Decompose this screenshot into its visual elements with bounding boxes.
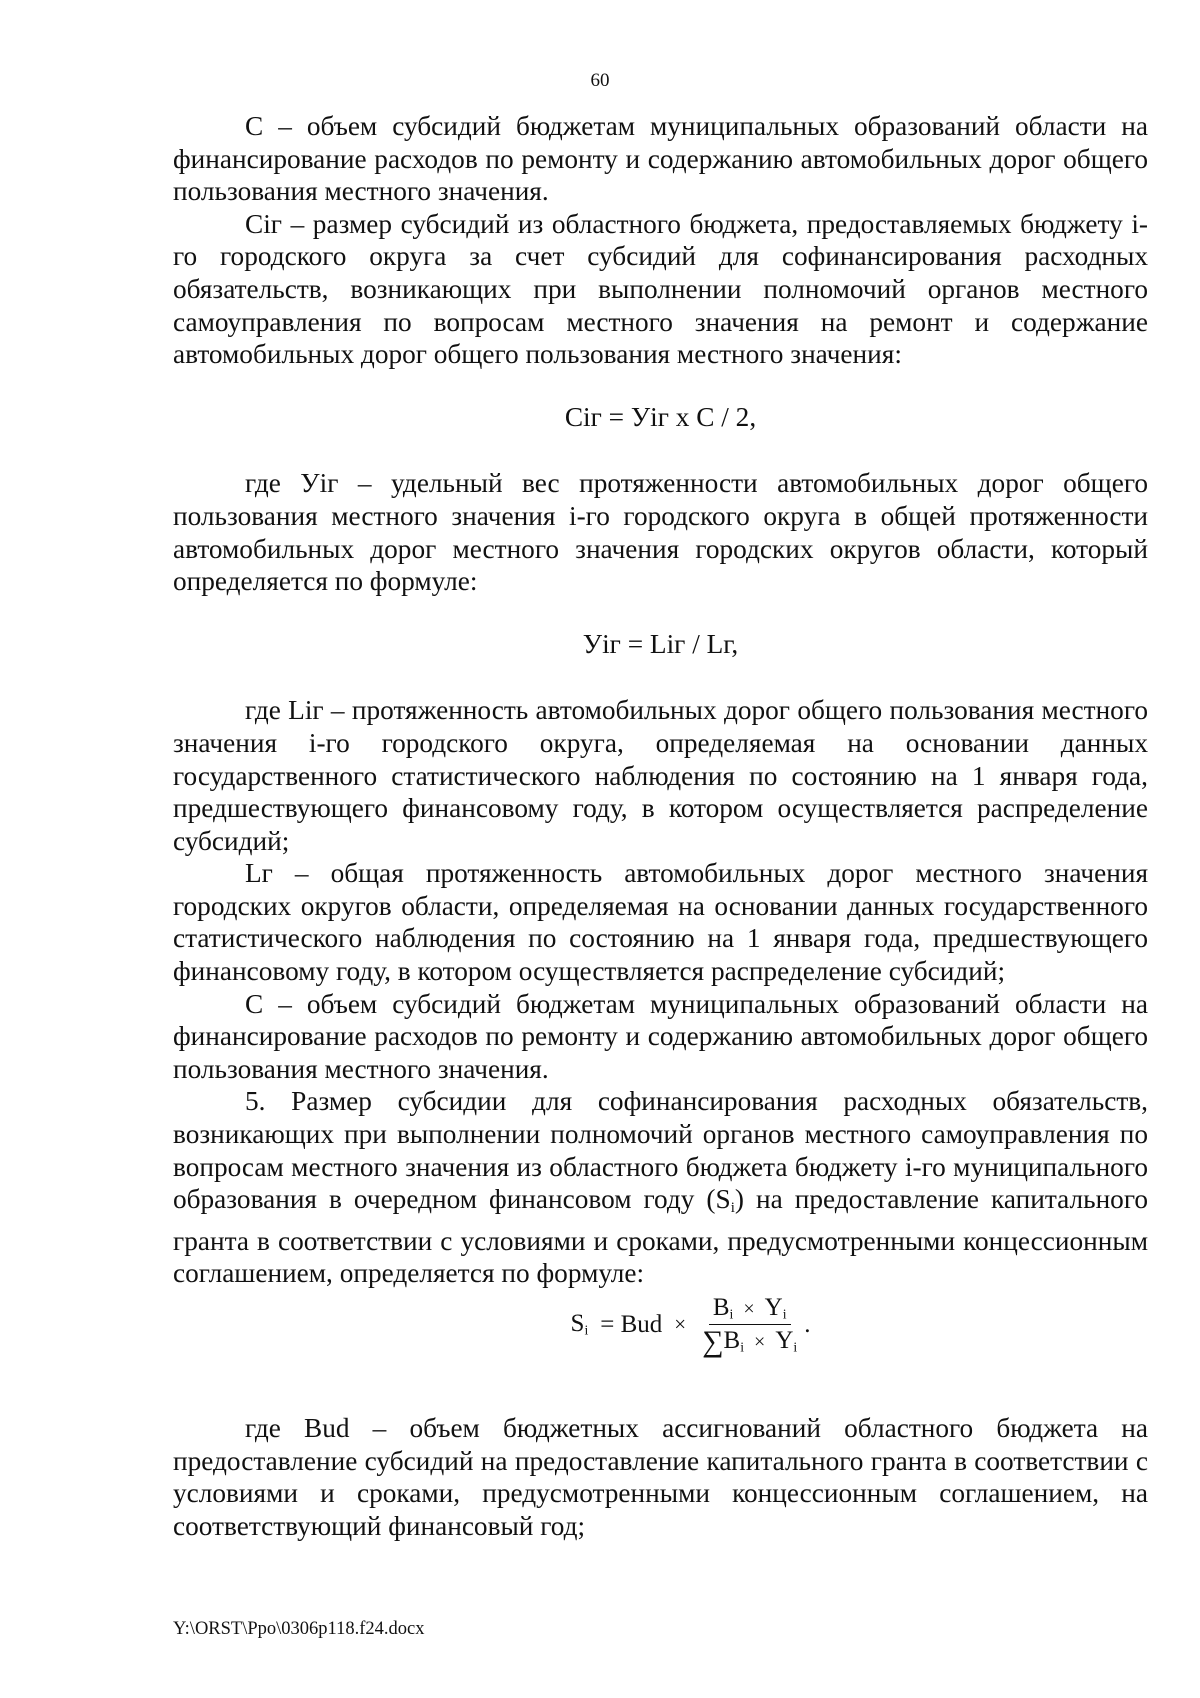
denominator-y: Y xyxy=(775,1326,794,1354)
denominator-multiply: × xyxy=(754,1330,766,1353)
page-number: 60 xyxy=(590,70,610,91)
section-5-symbol-subscript: i xyxy=(730,1199,735,1216)
denominator-b-sub: i xyxy=(740,1339,745,1355)
denominator-y-sub: i xyxy=(793,1339,798,1355)
formula-si-symbol: S xyxy=(570,1310,585,1338)
numerator-y: Y xyxy=(764,1293,783,1321)
formula-cig: Сiг = Уiг x С / 2, xyxy=(564,401,757,432)
formula-si-multiply: × xyxy=(674,1311,687,1336)
section-5-text-end: ) на предоставление капитального гранта в соответствии с условиями и сроками, предусмотренными концессионным соглашением, определяется по формуле: xyxy=(173,1184,1148,1289)
paragraph-uig-definition: где Уiг – удельный вес протяженности автомобильных дорог общего пользования местного значения i-го городского округа в общей протяженности автомобильных дорог местного значения городских округов области, который определяется по формуле: xyxy=(173,468,1148,597)
file-path-footer: Y:\ORST\Ppo\0306p118.f24.docx xyxy=(173,1619,425,1639)
paragraph-cig-definition: Сiг – размер субсидий из областного бюджета, предоставляемых бюджету i-го городского округа за счет субсидий для софинансирования расходных обязательств, возникающих при выполнении полномочий органов местного самоуправления по вопросам местного значения на ремонт и содержание автомобильных дорог общего пользования местного значения: xyxy=(173,208,1148,370)
denominator-b: B xyxy=(723,1326,741,1354)
formula-si-lhs xyxy=(571,1311,589,1337)
section-5-text-start: 5. Размер субсидии для софинансирования расходных обязательств, возникающих при выполнении полномочий органов местного самоуправления по вопросам местного значения из областного бюджета бюджету i-го муниципального образования в очередном финансовом году (S xyxy=(173,1086,1148,1215)
paragraph-lg-definition: Lг – общая протяженность автомобильных дорог местного значения городских округов области, определяемая на основании данных государственного статистического наблюдения по состоянию на 1 января года, предшествующего финансовому году, в котором осуществляется распределение субсидий; xyxy=(173,858,1148,987)
formula-uig: Уiг = Liг / Lг, xyxy=(582,628,739,659)
paragraph-section-5 xyxy=(173,1085,1148,1289)
formula-si-bud: = Bud xyxy=(600,1310,663,1338)
paragraph-c-definition-repeat: С – объем субсидий бюджетам муниципальных образований области на финансирование расходов по ремонту и содержанию автомобильных дорог общего пользования местного значения. xyxy=(173,988,1148,1084)
formula-si-fraction xyxy=(698,1293,801,1358)
numerator-y-sub: i xyxy=(782,1306,787,1322)
paragraph-lig-definition: где Liг – протяженность автомобильных дорог общего пользования местного значения i-го городского округа, определяемая на основании данных государственного статистического наблюдения по состоянию на 1 января года, предшествующего финансовому году, в котором осуществляется распределение субсидий; xyxy=(173,695,1148,856)
formula-si-period: . xyxy=(804,1310,811,1338)
document-body xyxy=(173,110,1148,1543)
paragraph-c-definition: С – объем субсидий бюджетам муниципальных образований области на финансирование расходов по ремонту и содержанию автомобильных дорог общего пользования местного значения. xyxy=(173,111,1148,207)
formula-si xyxy=(233,1293,1148,1358)
summation-sign: ∑ xyxy=(702,1324,724,1358)
numerator-b-sub: i xyxy=(729,1306,734,1322)
formula-si-numerator xyxy=(709,1295,791,1325)
paragraph-bud-definition: где Bud – объем бюджетных ассигнований областного бюджета на предоставление субсидий на предоставление капитального гранта в соответствии с условиями и сроками, предусмотренными концессионным соглашением, на соответствующий финансовый год; xyxy=(173,1413,1148,1541)
formula-si-subscript: i xyxy=(584,1322,589,1338)
numerator-multiply: × xyxy=(743,1297,755,1320)
numerator-b: B xyxy=(712,1293,730,1321)
formula-si-denominator xyxy=(698,1324,801,1358)
